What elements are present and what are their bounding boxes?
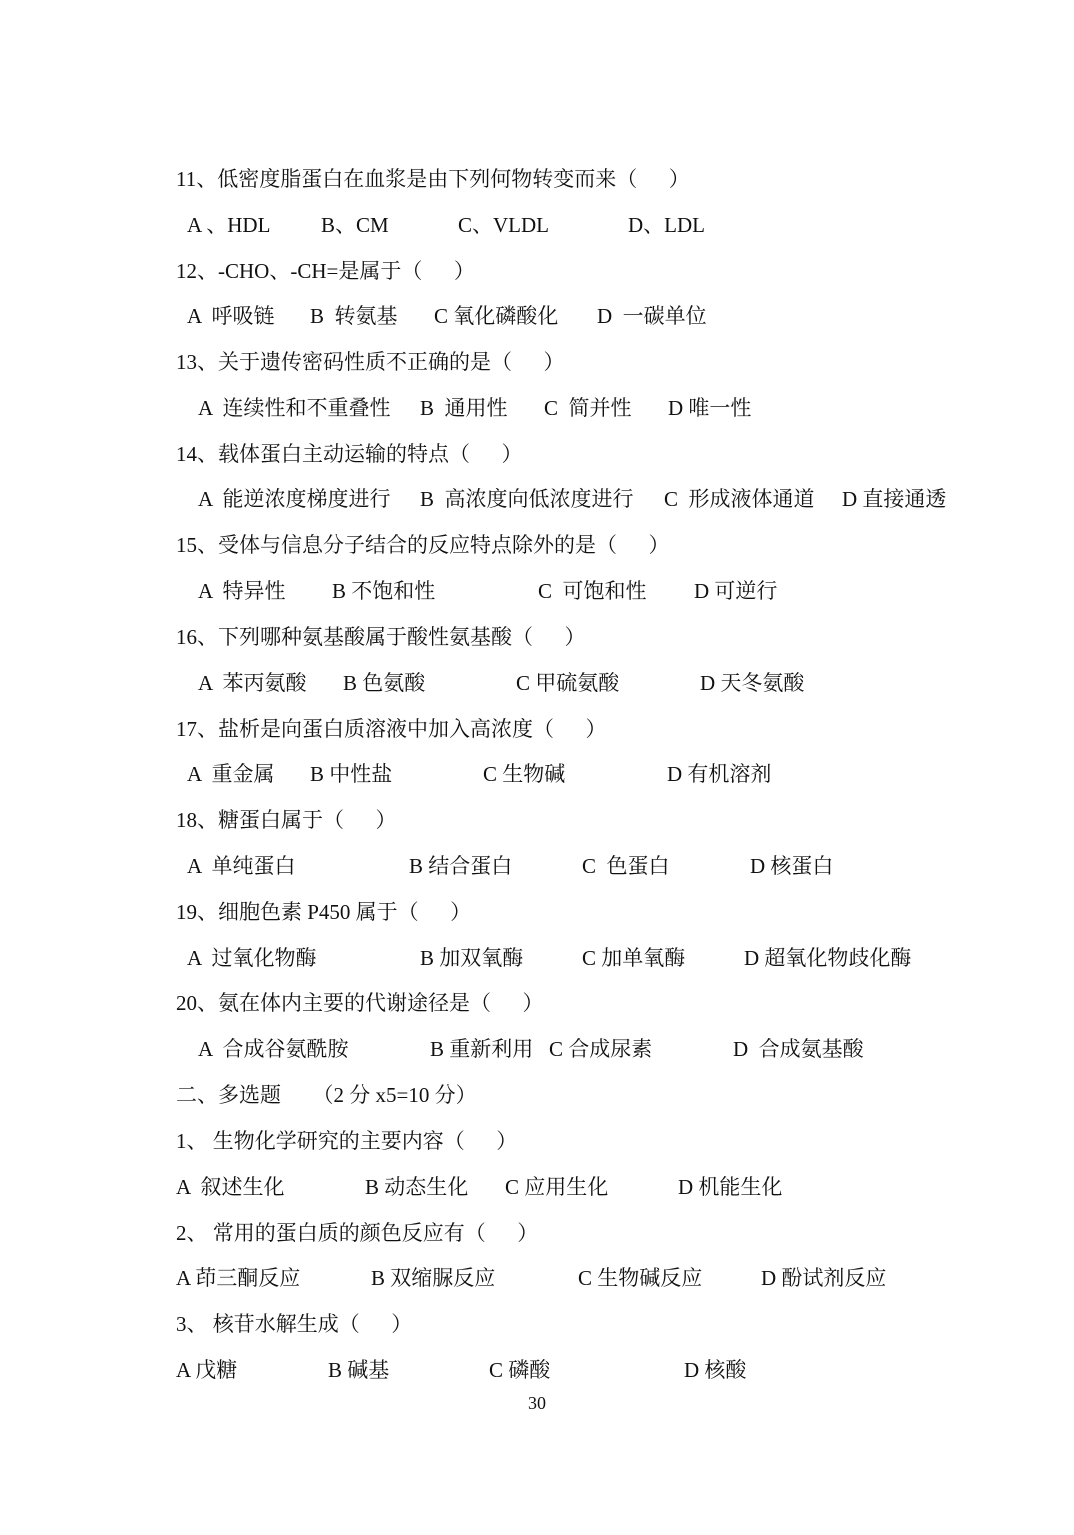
question-stem: 1、 生物化学研究的主要内容（ ）	[176, 1129, 518, 1153]
question-stem: 20、氨在体内主要的代谢途径是（ ）	[176, 991, 544, 1015]
question-stem: 17、盐析是向蛋白质溶液中加入高浓度（ ）	[176, 717, 607, 741]
option-d: D 核蛋白	[750, 854, 834, 878]
option-a: A 能逆浓度梯度进行	[198, 487, 391, 511]
option-row	[0, 210, 1074, 240]
question-stem: 3、 核苷水解生成（ ）	[176, 1312, 413, 1336]
option-b: B 通用性	[420, 396, 508, 420]
option-row	[0, 1034, 1074, 1064]
option-a: A 特异性	[198, 579, 286, 603]
question-stem: 14、载体蛋白主动运输的特点（ ）	[176, 442, 523, 466]
option-c: C 加单氧酶	[582, 946, 686, 970]
option-row	[0, 943, 1074, 973]
option-c: C 磷酸	[489, 1358, 551, 1382]
option-d: D 唯一性	[668, 396, 752, 420]
question-stem: 11、低密度脂蛋白在血浆是由下列何物转变而来（ ）	[176, 167, 690, 191]
option-a: A 茚三酮反应	[176, 1266, 301, 1290]
page-number: 30	[528, 1393, 546, 1413]
option-a: A 过氧化物酶	[187, 946, 317, 970]
option-row	[0, 851, 1074, 881]
question-stem: 2、 常用的蛋白质的颜色反应有（ ）	[176, 1221, 539, 1245]
option-c: C、VLDL	[458, 213, 549, 237]
option-d: D 机能生化	[678, 1175, 783, 1199]
option-b: B 重新利用	[430, 1037, 534, 1061]
option-d: D 可逆行	[694, 579, 778, 603]
option-row	[0, 393, 1074, 423]
option-a: A 戊糖	[176, 1358, 238, 1382]
option-c: C 简并性	[544, 396, 632, 420]
option-row	[0, 1355, 1074, 1385]
option-b: B 中性盐	[310, 762, 393, 786]
option-b: B 高浓度向低浓度进行	[420, 487, 634, 511]
option-c: C 生物碱	[483, 762, 566, 786]
option-b: B、CM	[321, 213, 389, 237]
option-b: B 加双氧酶	[420, 946, 524, 970]
question-stem: 19、细胞色素 P450 属于（ ）	[176, 900, 472, 924]
option-a: A 合成谷氨酰胺	[198, 1037, 349, 1061]
option-a: A 呼吸链	[187, 304, 275, 328]
option-row	[0, 301, 1074, 331]
option-row	[0, 1263, 1074, 1293]
option-b: B 色氨酸	[343, 671, 426, 695]
option-a: A 苯丙氨酸	[198, 671, 307, 695]
option-c: C 应用生化	[505, 1175, 609, 1199]
option-c: C 可饱和性	[538, 579, 647, 603]
option-a: A 连续性和不重叠性	[198, 396, 391, 420]
option-b: B 碱基	[328, 1358, 390, 1382]
section-heading: 二、多选题 （2 分 x5=10 分）	[176, 1083, 477, 1107]
option-row	[0, 576, 1074, 606]
option-a: A 重金属	[187, 762, 275, 786]
option-a: A 单纯蛋白	[187, 854, 296, 878]
option-row	[0, 1172, 1074, 1202]
option-a: A 叙述生化	[176, 1175, 285, 1199]
option-d: D 核酸	[684, 1358, 747, 1382]
question-stem: 13、关于遗传密码性质不正确的是（ ）	[176, 350, 565, 374]
option-c: C 甲硫氨酸	[516, 671, 620, 695]
option-row	[0, 484, 1074, 514]
option-c: C 生物碱反应	[578, 1266, 703, 1290]
option-d: D 超氧化物歧化酶	[744, 946, 912, 970]
option-d: D、LDL	[628, 213, 705, 237]
option-d: D 酚试剂反应	[761, 1266, 887, 1290]
option-c: C 氧化磷酸化	[434, 304, 559, 328]
option-b: B 不饱和性	[332, 579, 436, 603]
question-stem: 16、下列哪种氨基酸属于酸性氨基酸（ ）	[176, 625, 586, 649]
option-c: C 合成尿素	[549, 1037, 653, 1061]
option-c: C 色蛋白	[582, 854, 670, 878]
option-d: D 直接通透	[842, 487, 947, 511]
option-a: A 、HDL	[187, 213, 271, 237]
option-row	[0, 759, 1074, 789]
option-b: B 双缩脲反应	[371, 1266, 496, 1290]
option-b: B 结合蛋白	[409, 854, 513, 878]
option-b: B 动态生化	[365, 1175, 469, 1199]
question-stem: 12、-CHO、-CH=是属于（ ）	[176, 259, 475, 283]
option-b: B 转氨基	[310, 304, 398, 328]
option-c: C 形成液体通道	[664, 487, 815, 511]
option-row	[0, 668, 1074, 698]
question-stem: 18、糖蛋白属于（ ）	[176, 808, 397, 832]
option-d: D 合成氨基酸	[733, 1037, 864, 1061]
option-d: D 有机溶剂	[667, 762, 772, 786]
option-d: D 一碳单位	[597, 304, 707, 328]
question-stem: 15、受体与信息分子结合的反应特点除外的是（ ）	[176, 533, 670, 557]
option-d: D 天冬氨酸	[700, 671, 805, 695]
